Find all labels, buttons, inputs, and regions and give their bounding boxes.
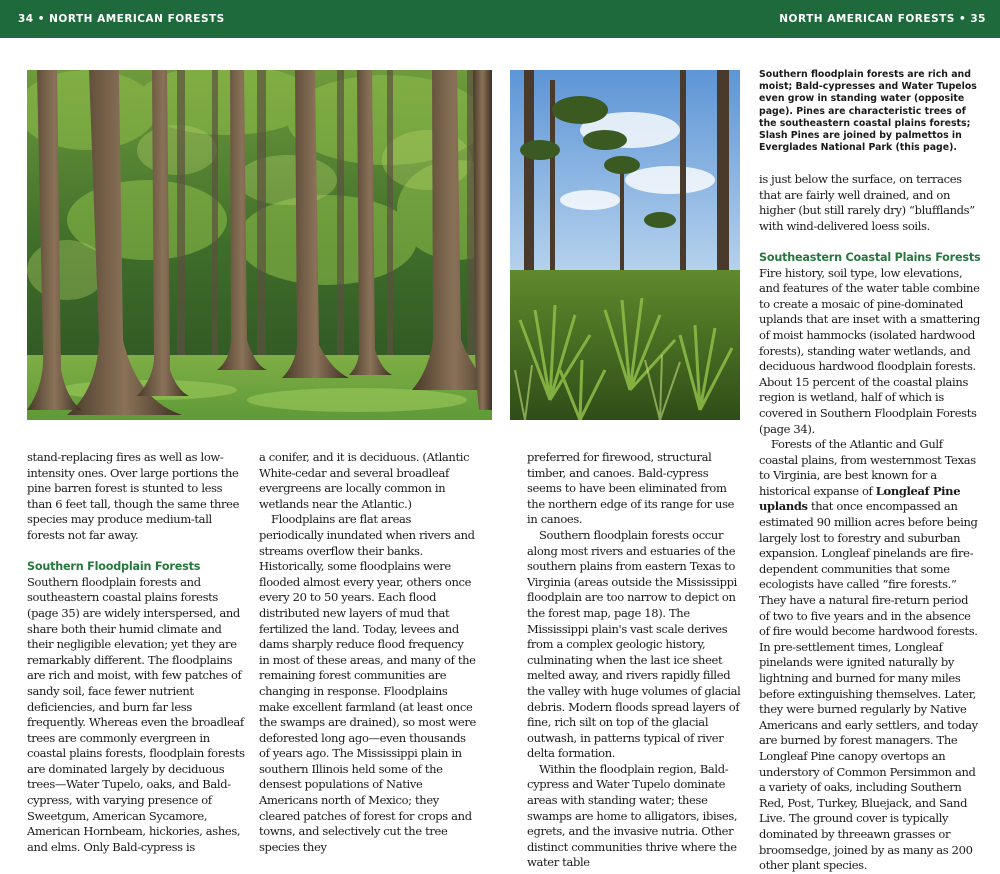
- paragraph: preferred for firewood, structural timber, and canoes. Bald-cypress seems to have been eliminated from the northern edge of its range for use in canoes.: [527, 450, 735, 527]
- page-header: [0, 0, 1000, 38]
- text-run: Forests of the Atlantic and Gulf coastal plains, from westernmost Texas to Virginia, are best known for a historical expanse of: [759, 437, 976, 498]
- paragraph: [759, 437, 981, 874]
- header-left-folio: 34 • NORTH AMERICAN FORESTS: [18, 13, 225, 25]
- paragraph: Southern floodplain forests occur along most rivers and estuaries of the southern plains from eastern Texas to Virginia (areas outside the Mississippi floodplain are too narrow to depict on the forest map, page 18). The Mississippi plain's vast scale derives from a complex geologic history, culminating when the last ice sheet melted away, and rivers rapidly filled the valley with huge volumes of glacial debris. Modern floods spread layers of fine, rich silt on top of the glacial outwash, in patterns typical of river delta formation.: [527, 527, 741, 761]
- paragraph: Within the floodplain region, Bald-cypress and Water Tupelo dominate areas with standing water; these swamps are home to alligators, ibises, egrets, and the invasive nutria. Other distinct communities thrive where the water table: [527, 761, 738, 870]
- paragraph: Fire history, soil type, low elevations, and features of the water table combine to create a mosaic of pine-dominated uplands that are inset with a smattering of moist hammocks (isolated hardwood forests), standing water wetlands, and deciduous hardwood floodplain forests. About 15 percent of the coastal plains region is wetland, half of which is covered in Southern Floodplain Forests (page 34).: [759, 265, 981, 436]
- paragraph: a conifer, and it is deciduous. (Atlantic White-cedar and several broadleaf evergreens are locally common in wetlands near the Atlantic.): [259, 450, 470, 511]
- paragraph: stand-replacing fires as well as low-intensity ones. Over large portions the pine barren forest is stunted to less than 6 feet tall, though the same three species may produce medium-tall forests not far away.: [27, 450, 240, 542]
- photo-caption: Southern floodplain forests are rich and moist; Bald-cypresses and Water Tupelos even grow in standing water (opposite page). Pines are characteristic trees of the southeastern coastal plains forests; Slash Pines are joined by palmettos in Everglades National Park (this page).: [759, 69, 977, 154]
- paragraph: Southern floodplain forests and southeastern coastal plains forests (page 35) are widely interspersed, and share both their humid climate and their negligible elevation; yet they are remarkably different. The floodplains are rich and moist, with few patches of sandy soil, face fewer nutrient deficiencies, and burn far less frequently. Whereas even the broadleaf trees are commonly evergreen in coastal plains forests, floodplain forests are dominated largely by deciduous trees—Water Tupelo, oaks, and Bald-cypress, with varying presence of Sweetgum, American Sycamore, American Hornbeam, hickories, ashes, and elms. Only Bald-cypress is: [27, 574, 245, 854]
- text-column-1: [27, 450, 245, 855]
- section-heading-southern-floodplain: Southern Floodplain Forests: [27, 560, 201, 574]
- section-heading-coastal-plains: Southeastern Coastal Plains Forests: [759, 250, 981, 264]
- bold-term-longleaf-pine-uplands: Longleaf Pine uplands: [759, 483, 961, 514]
- text-column-2: [259, 450, 477, 855]
- text-run: that once encompassed an estimated 90 million acres before being largely lost to forestry and suburban expansion. Longleaf pinelands are fire-dependent communities that some ecologists have called “fire forests.” They have a natural fire-return period of two to five years and in the absence of fire would become hardwood forests. In pre-settlement times, Longleaf pinelands were ignited naturally by lightning and burned for many miles before extinguishing themselves. Later, they were burned regularly by Native Americans and early settlers, and today are burned by forest managers. The Longleaf Pine canopy overtops an understory of Common Persimmon and a variety of oaks, including Southern Red, Post, Turkey, Bluejack, and Sand Live. The ground cover is typically dominated by threeawn grasses or broomsedge, joined by as many as 200 other plant species.: [759, 499, 978, 873]
- text-column-3: [527, 450, 745, 871]
- longleaf-pine-palmetto-photo: [510, 70, 740, 420]
- header-right-folio: NORTH AMERICAN FORESTS • 35: [779, 13, 986, 25]
- bald-cypress-floodplain-photo: [27, 70, 492, 420]
- paragraph: Floodplains are flat areas periodically inundated when rivers and streams overflow their banks. Historically, some floodplains were flooded almost every year, others once every 20 to 50 years. Each flood distributed new layers of mud that fertilized the land. Today, levees and dams sharply reduce flood frequency in most of these areas, and many of the remaining forest communities are changing in response. Floodplains make excellent farmland (at least once the swamps are drained), so most were deforested long ago—even thousands of years ago. The Mississippi plain in southern Illinois held some of the densest populations of Native Americans north of Mexico; they cleared patches of forest for crops and towns, and selectively cut the tree species they: [259, 512, 476, 854]
- paragraph: is just below the surface, on terraces that are fairly well drained, and on higher (but still rarely dry) “blufflands” with wind-delivered loess soils.: [759, 172, 975, 233]
- text-column-4: [759, 172, 981, 874]
